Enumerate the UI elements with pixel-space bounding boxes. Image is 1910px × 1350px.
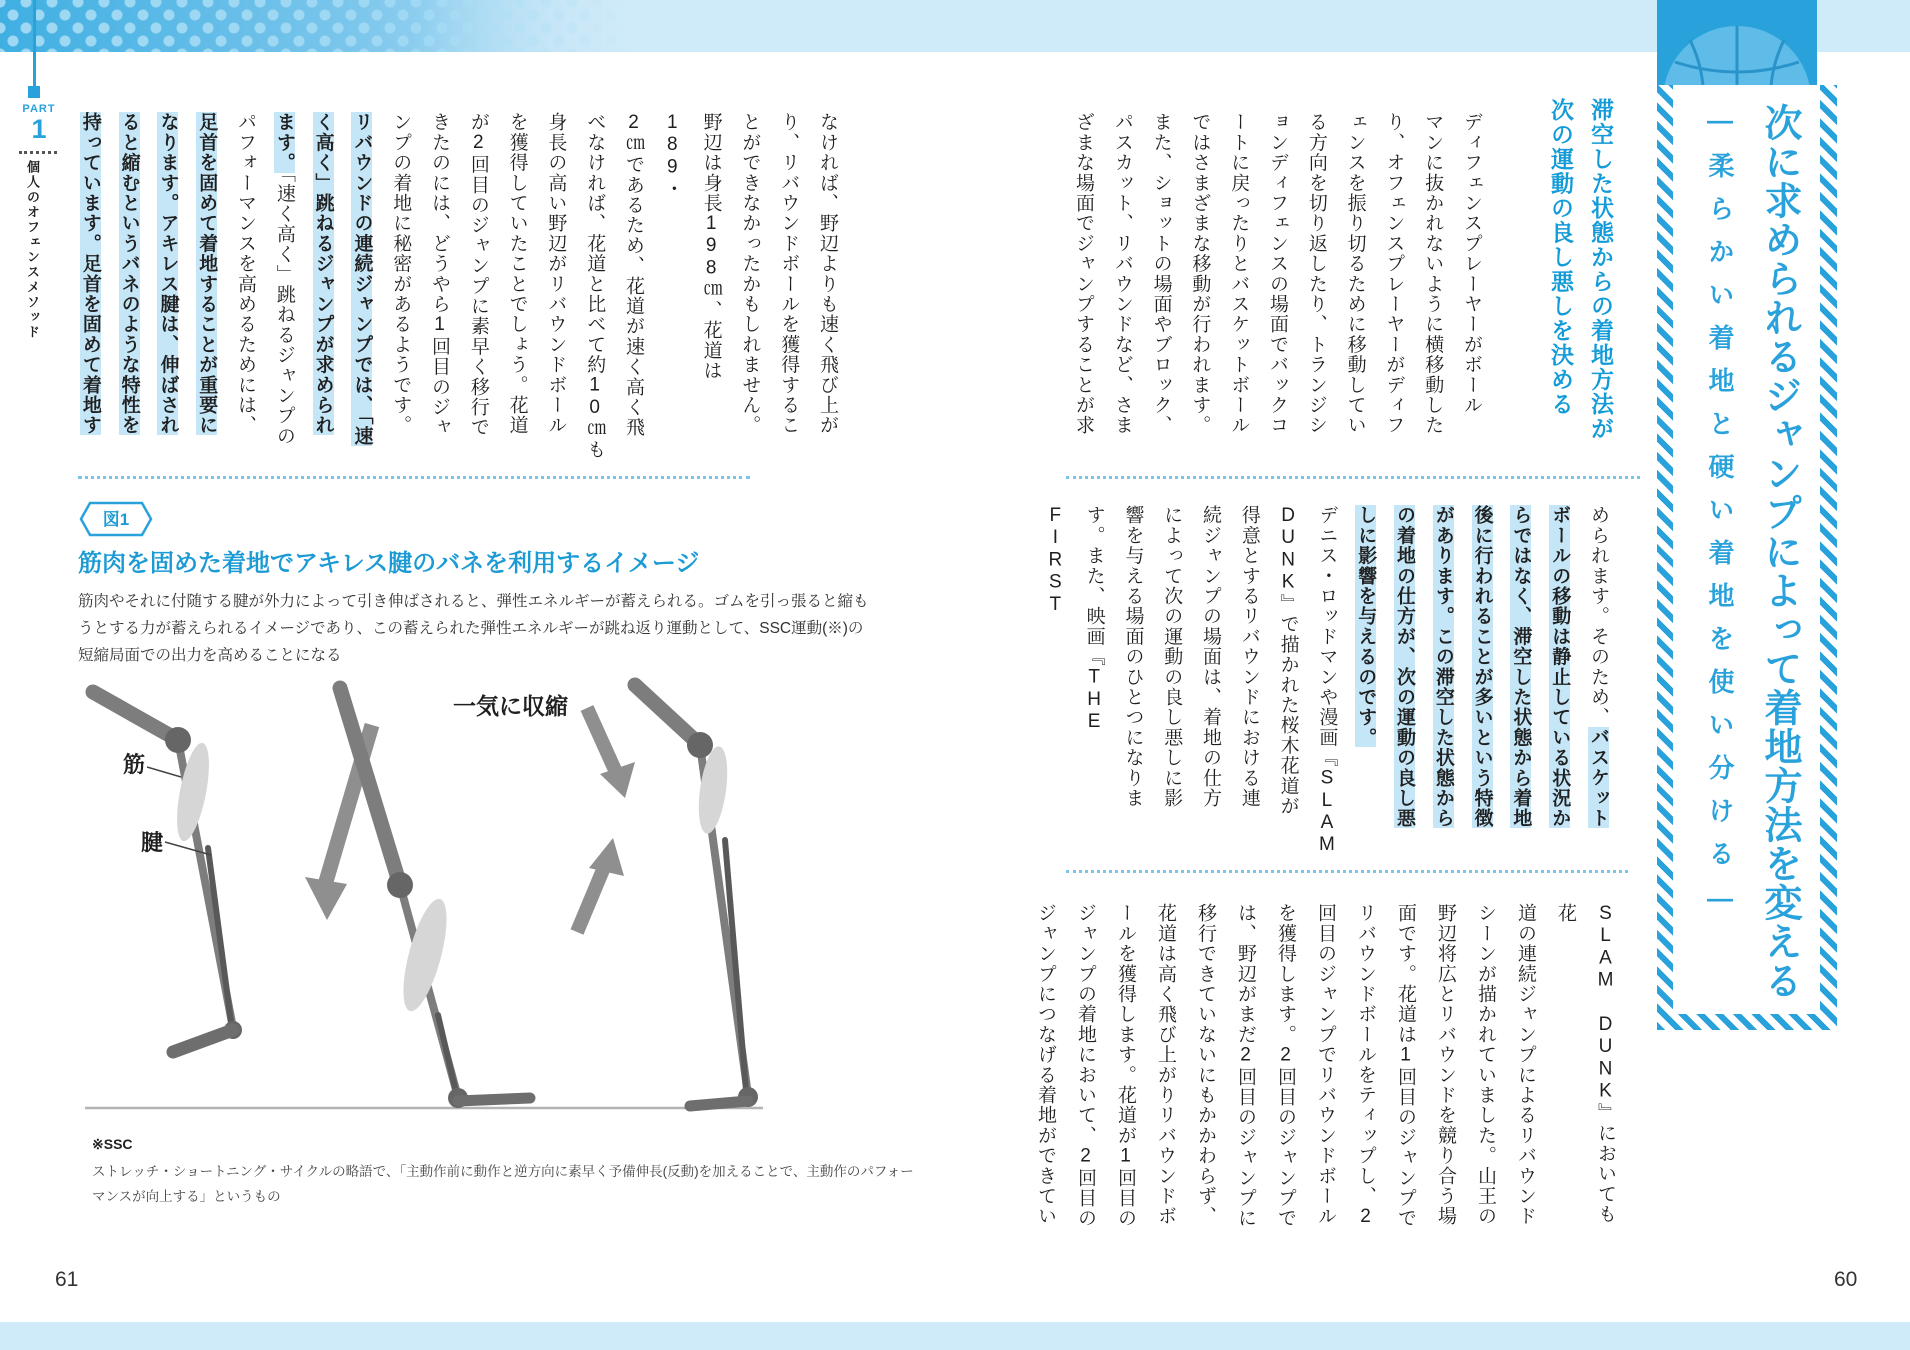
text-column: ェンスを振り切るために移動してい — [1344, 112, 1366, 436]
text-column: 足首を固めて着地することが重要に — [196, 112, 218, 436]
text-column: なければ、野辺よりも速く飛び上が — [817, 112, 838, 436]
text-column: の着地の仕方が、次の運動の良し悪 — [1394, 505, 1416, 829]
text-column: 野辺将広とリバウンドを競り合う場 — [1435, 903, 1456, 1227]
text-column: 2㎝であるため、花道が速く高く飛 — [623, 112, 645, 438]
text-column: ンプの着地に秘密があるようです。 — [390, 112, 412, 436]
text-column: 移行できていないにもかかわらず、 — [1195, 903, 1216, 1227]
text-column: ートに戻ったりとバスケットボール — [1228, 112, 1250, 436]
basketball-icon — [1657, 0, 1817, 85]
page-number-right: 60 — [1834, 1268, 1858, 1291]
figure-badge-label: 図1 — [102, 510, 130, 529]
title-box — [1657, 85, 1837, 1030]
text-column: シーンが描かれていました。山王の — [1475, 903, 1496, 1227]
text-column: が2回目のジャンプに素早く移行で — [467, 112, 489, 438]
text-column: ジャンプの着地において、2回目の — [1075, 903, 1096, 1229]
text-column: べなければ、花道と比べて約10㎝も — [584, 112, 606, 460]
text-column: きたのには、どうやら1回目のジャ — [429, 112, 451, 438]
page-subtitle: ―柔らかい着地と硬い着地を使い分ける― — [1705, 105, 1735, 930]
muscle-label: 筋 — [123, 752, 146, 777]
text-column: く高く」跳ねるジャンプが求められ — [312, 112, 334, 436]
dotted-separator — [1066, 870, 1628, 873]
text-column: パスカット、リバウンドなど、さま — [1111, 112, 1133, 436]
tendon-label: 腱 — [141, 830, 164, 855]
part-divider — [19, 151, 57, 154]
footnote-line: マンスが向上する」というもの — [92, 1189, 281, 1204]
text-column: を獲得します。2回目のジャンプで — [1275, 903, 1296, 1229]
text-column: る方向を切り返したり、トランジシ — [1305, 112, 1327, 436]
left-text-block — [79, 112, 846, 464]
text-column: また、ショットの場面やブロック、 — [1150, 112, 1172, 436]
footnote-title: ※SSC — [92, 1136, 133, 1152]
text-column: り、オフェンスプレーヤーがディフ — [1383, 112, 1405, 436]
title-box-inner — [1673, 85, 1820, 1014]
text-column: り、リバウンドボールを獲得するこ — [778, 112, 800, 436]
text-column: 野辺は身長198㎝、花道は189・ — [661, 112, 722, 381]
figure-diagram — [75, 670, 775, 1125]
page-number-left: 61 — [55, 1268, 79, 1291]
leg-airborne — [93, 692, 242, 1052]
leg-loading — [305, 688, 530, 1108]
text-column: パフォーマンスを高めるためには、 — [235, 112, 257, 436]
text-column: 得意とするリバウンドにおける連 — [1238, 505, 1260, 808]
contract-label: 一気に収縮 — [453, 693, 568, 719]
section-heading — [1541, 98, 1621, 448]
part-title: 個人のオフェンスメソッド — [25, 160, 40, 340]
right-text-block-3 — [1035, 903, 1625, 1243]
text-column: 持っています。足首を固めて着地す — [79, 112, 101, 436]
text-column: ールを獲得します。花道が1回目の — [1115, 903, 1136, 1229]
section-heading-line: 次の運動の良し悪しを決める — [1548, 98, 1574, 417]
text-column: リバウンドボールをティップし、2 — [1355, 903, 1376, 1229]
text-column: ます。「速く高く」跳ねるジャンプの — [273, 112, 295, 446]
part-label: PART — [22, 103, 56, 115]
text-column: マンに抜かれないように横移動した — [1422, 112, 1444, 436]
text-column: す。また、映画『THE FIRST — [1044, 505, 1105, 734]
text-column: ボールの移動は静止している状況か — [1549, 505, 1571, 829]
dot-fade — [420, 0, 650, 52]
text-column: しに影響を与えるのです。 — [1355, 505, 1377, 748]
page-title: 次に求められるジャンプによって着地方法を変える — [1758, 103, 1800, 1000]
footnote-line: ストレッチ・ショートニング・サイクルの略語で、「主動作前に動作と逆方向に素早く予備伸長(反動)を加えることで、主動作のパフォー — [92, 1164, 914, 1179]
text-column: 道の連続ジャンプによるリバウンド — [1515, 903, 1536, 1227]
figure-description-line: 短縮局面での出力を高めることになる — [78, 647, 342, 664]
text-column: らではなく、滞空した状態から着地 — [1510, 505, 1532, 829]
figure-description-line: 筋肉やそれに付随する腱が外力によって引き伸ばされると、弾性エネルギーが蓄えられる。ゴムを引っ張ると縮も — [78, 593, 869, 610]
footnote — [92, 1136, 914, 1209]
text-column: ると縮むというバネのような特性を — [118, 112, 140, 436]
text-column: 面です。花道は1回目のジャンプで — [1395, 903, 1416, 1229]
text-column: ディフェンスプレーヤーがボール — [1461, 112, 1482, 415]
text-column: 回目のジャンプでリバウンドボール — [1315, 903, 1336, 1227]
text-column: リバウンドの連続ジャンプでは、「速 — [351, 112, 373, 446]
text-column: によって次の運動の良し悪しに影 — [1161, 505, 1183, 808]
leg-contract — [453, 685, 758, 1107]
figure-description — [78, 588, 869, 669]
text-column: ジャンプにつなげる着地ができてい — [1035, 903, 1056, 1227]
text-column: SLAM DUNK』においても花 — [1555, 903, 1616, 1224]
bottom-band — [0, 1322, 1910, 1350]
text-column: ではさまざまな移動が行われます。 — [1189, 112, 1211, 436]
text-column: とができなかったかもしれません。 — [739, 112, 761, 436]
part-number: 1 — [31, 114, 47, 144]
text-column: 続ジャンプの場面は、着地の仕方 — [1200, 505, 1222, 808]
section-heading-line: 滞空した状態からの着地方法が — [1588, 98, 1614, 441]
text-column: 身長の高い野辺がリバウンドボール — [545, 112, 567, 436]
text-column: 花道は高く飛び上がりリバウンドボ — [1155, 903, 1176, 1227]
text-column: DUNK』で描かれた桜木花道が — [1277, 505, 1299, 816]
text-column: は、野辺がまだ2回目のジャンプに — [1235, 903, 1256, 1229]
text-column: 後に行われることが多いという特徴 — [1471, 505, 1493, 829]
figure-caption: 筋肉を固めた着地でアキレス腱のバネを利用するイメージ — [78, 550, 700, 577]
text-column: なります。アキレス腱は、伸ばされ — [157, 112, 179, 436]
figure-description-line: うとする力が蓄えられるイメージであり、この蓄えられた弾性エネルギーが跳ね返り運動として、SSC運動(※)の — [78, 620, 864, 637]
text-column: デニス・ロッドマンや漫画『SLAM — [1316, 505, 1338, 857]
part-marker-line — [33, 0, 36, 88]
text-column: ざまな場面でジャンプすることが求 — [1073, 112, 1095, 436]
right-text-block-2 — [1044, 505, 1617, 857]
text-column: があります。この滞空した状態から — [1432, 505, 1454, 829]
top-band — [0, 0, 1910, 52]
figure-badge — [78, 500, 154, 543]
dotted-separator — [1066, 476, 1640, 479]
text-column: ョンディフェンスの場面でバックコ — [1267, 112, 1289, 436]
right-text-block-1 — [1062, 112, 1490, 464]
dotted-separator — [78, 476, 750, 479]
text-column: 響を与える場面のひとつになりま — [1122, 505, 1144, 808]
part-marker-square — [28, 86, 40, 98]
text-column: を獲得していたことでしょう。花道 — [506, 112, 528, 436]
text-column: められます。そのため、バスケット — [1588, 505, 1609, 829]
